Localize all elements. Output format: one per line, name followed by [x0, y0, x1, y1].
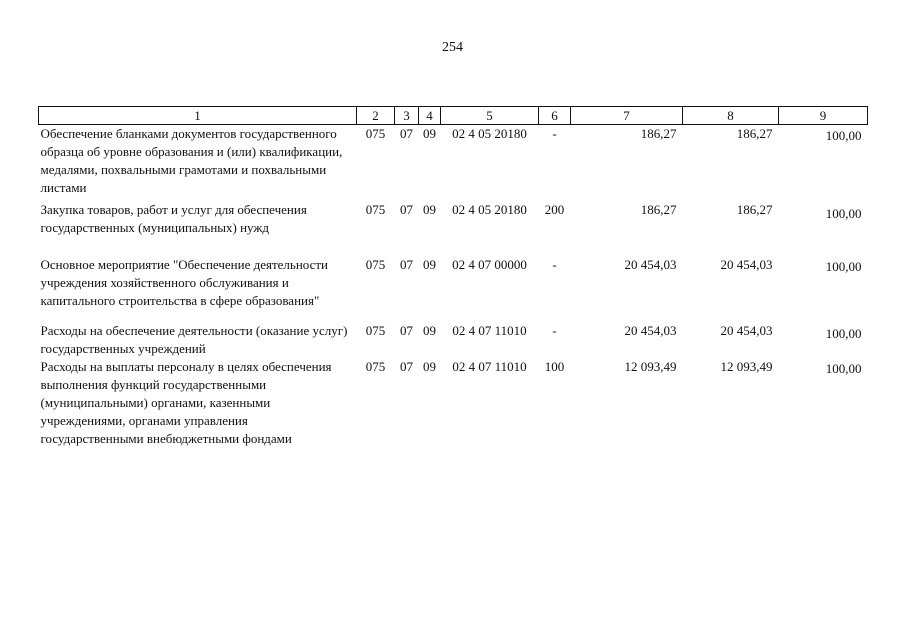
- row-subsection: 09: [423, 202, 436, 217]
- row-planned: 186,27: [640, 126, 677, 141]
- row-name: Расходы на выплаты персоналу в целях обеспечения выполнения функций государственными (муниципальными) органами, казенными учреждениями, органами управления государственными внебюджетными фондами: [40, 359, 332, 446]
- row-percent: 100,00: [825, 206, 862, 221]
- header-cell-6: 6: [539, 107, 571, 125]
- row-executed: 20 454,03: [720, 323, 773, 338]
- row-expense-type: 100: [544, 359, 565, 374]
- row-percent: 100,00: [825, 128, 862, 143]
- row-name: Обеспечение бланками документов государственного образца об уровне образования и (или) квалификации, медалями, похвальными грамотами и похвальными листами: [40, 126, 343, 195]
- row-expense-type: 200: [544, 202, 565, 217]
- row-admin-code: 075: [365, 359, 386, 374]
- row-target-article: 02 4 05 20180: [452, 202, 527, 217]
- header-cell-8: 8: [683, 107, 779, 125]
- row-admin-code: 075: [365, 202, 386, 217]
- budget-table: [38, 106, 868, 448]
- table-row: [39, 125, 868, 198]
- row-percent: 100,00: [825, 326, 862, 341]
- row-target-article: 02 4 07 00000: [452, 257, 527, 272]
- table-row: [39, 256, 868, 310]
- row-executed: 186,27: [736, 202, 773, 217]
- row-planned: 20 454,03: [624, 323, 677, 338]
- row-target-article: 02 4 05 20180: [452, 126, 527, 141]
- row-name: Закупка товаров, работ и услуг для обеспечения государственных (муниципальных) нужд: [40, 202, 307, 235]
- row-subsection: 09: [423, 359, 436, 374]
- row-target-article: 02 4 07 11010: [452, 323, 527, 338]
- table-row: [39, 358, 868, 448]
- row-expense-type: -: [552, 323, 557, 338]
- row-admin-code: 075: [365, 257, 386, 272]
- row-section: 07: [400, 359, 413, 374]
- page-number: 254: [442, 40, 463, 55]
- row-percent: 100,00: [825, 259, 862, 274]
- header-cell-4: 4: [419, 107, 441, 125]
- row-name: Расходы на обеспечение деятельности (оказание услуг) государственных учреждений: [40, 323, 348, 356]
- row-executed: 186,27: [736, 126, 773, 141]
- row-planned: 12 093,49: [624, 359, 677, 374]
- table-row: [39, 201, 868, 237]
- row-spacer: [39, 310, 868, 322]
- row-planned: 186,27: [640, 202, 677, 217]
- row-section: 07: [400, 323, 413, 338]
- row-section: 07: [400, 202, 413, 217]
- row-admin-code: 075: [365, 323, 386, 338]
- row-subsection: 09: [423, 323, 436, 338]
- row-admin-code: 075: [365, 126, 386, 141]
- row-section: 07: [400, 257, 413, 272]
- header-cell-9: 9: [779, 107, 868, 125]
- row-spacer: [39, 237, 868, 256]
- row-subsection: 09: [423, 126, 436, 141]
- row-target-article: 02 4 07 11010: [452, 359, 527, 374]
- row-subsection: 09: [423, 257, 436, 272]
- row-planned: 20 454,03: [624, 257, 677, 272]
- table-row: [39, 322, 868, 358]
- row-percent: 100,00: [825, 361, 862, 376]
- header-cell-3: 3: [395, 107, 419, 125]
- row-name: Основное мероприятие "Обеспечение деятельности учреждения хозяйственного обслуживания и капитального строительства в сфере образования": [40, 257, 329, 308]
- header-cell-5: 5: [441, 107, 539, 125]
- header-row: [39, 107, 868, 125]
- row-expense-type: -: [552, 257, 557, 272]
- row-section: 07: [400, 126, 413, 141]
- row-executed: 20 454,03: [720, 257, 773, 272]
- row-expense-type: -: [552, 126, 557, 141]
- header-cell-7: 7: [571, 107, 683, 125]
- row-executed: 12 093,49: [720, 359, 773, 374]
- header-cell-1: 1: [39, 107, 357, 125]
- header-cell-2: 2: [357, 107, 395, 125]
